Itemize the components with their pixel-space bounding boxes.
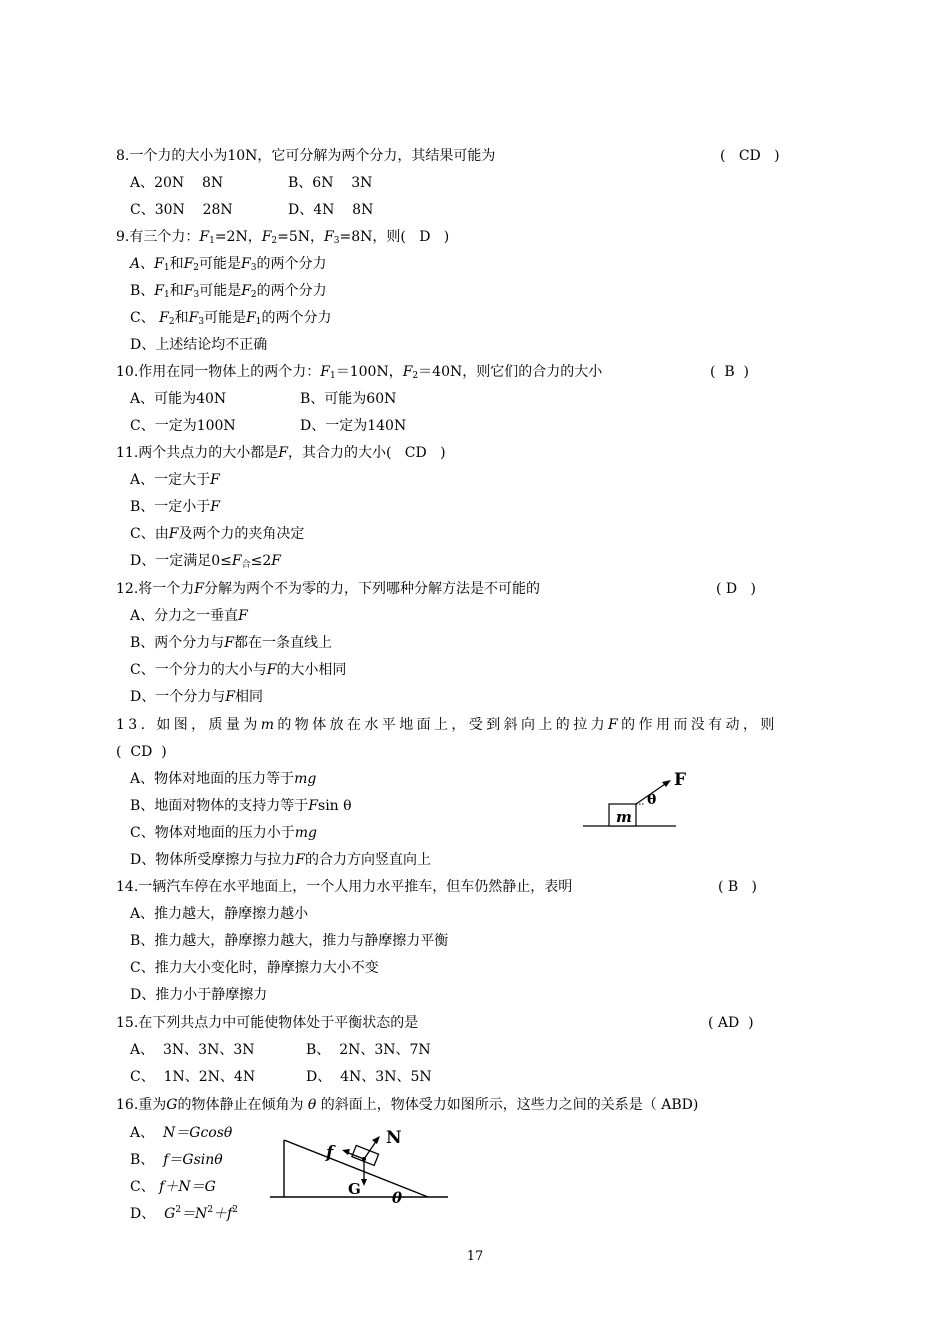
q14-answer: ( B ) [718,879,758,895]
q12-answer: ( D ) [716,581,756,597]
q13-option-c: C、物体对地面的压力小于mg [130,825,317,841]
q13-option-d: D、物体所受摩擦力与拉力F的合力方向竖直向上 [130,852,431,868]
q15-option-a: A、 3N、3N、3N [130,1042,255,1058]
q9-option-a: A、$F_1$和$F_2$可能是$F_3$的两个分力 [130,256,327,273]
q8-option-d: D、4N 8N [288,202,374,218]
q8-stem: 8.一个力的大小为10N，它可分解为两个分力，其结果可能为 [116,148,496,164]
q12-stem: 12.将一个力F分解为两个不为零的力，下列哪种分解方法是不可能的 [116,581,540,597]
q8-option-c: C、30N 28N [130,202,233,218]
q15-option-d: D、 4N、3N、5N [306,1069,432,1085]
gravity-label: G [348,1180,361,1198]
q11-stem: 11.两个共点力的大小都是F，其合力的大小( CD ) [116,445,446,461]
q10-option-a: A、可能为40N [130,391,227,407]
page-number: 17 [466,1249,484,1264]
q8-option-a: A、20N 8N [130,175,224,191]
angle-theta-label: θ [647,792,657,808]
gravity-arrowhead-icon [361,1179,367,1186]
q12-option-a: A、分力之一垂直F [130,608,248,624]
q9-stem: 9.有三个力：$F_1=2N$，$F_2=5N$，$F_3=8N$，则( D ) [116,229,450,246]
q9-option-c: C、 $F_2$和$F_3$可能是$F_1$的两个分力 [130,310,332,327]
q10-answer: ( B ) [710,364,750,380]
q10-option-c: C、一定为100N [130,418,236,434]
q14-option-c: C、推力大小变化时，静摩擦力大小不变 [130,960,379,976]
q14-option-a: A、推力越大，静摩擦力越小 [130,906,309,922]
q10-option-b: B、可能为60N [300,391,397,407]
q8-answer: ( CD ) [720,148,780,164]
q13-stem: 13. 如图，质量为m的物体放在水平地面上，受到斜向上的拉力F的作用而没有动，则 [116,717,778,733]
friction-arrowhead-icon [342,1149,350,1155]
q11-option-a: A、一定大于F [130,472,220,488]
incline-angle-label: θ [392,1189,403,1206]
q10-option-d: D、一定为140N [300,418,407,434]
q16-incline-figure [268,1128,453,1206]
q14-option-b: B、推力越大，静摩擦力越大，推力与静摩擦力平衡 [130,933,449,949]
q15-option-b: B、 2N、3N、7N [306,1042,431,1058]
q13-option-a: A、物体对地面的压力等于mg [130,771,317,787]
block-mass-label: m [616,808,632,826]
force-f-label: F [674,770,687,790]
q15-stem: 15.在下列共点力中可能使物体处于平衡状态的是 [116,1015,419,1031]
q11-option-d: D、一定满足$0\le F_合\le 2F$ [130,553,281,570]
q16-option-b: B、 f＝Gsinθ [130,1152,223,1168]
q13-block-pull-figure [578,768,693,834]
q12-option-d: D、一个分力与F相同 [130,689,263,705]
q13-answer: ( CD ) [116,744,167,760]
friction-label: f [326,1143,334,1163]
q8-option-b: B、6N 3N [288,175,373,191]
q9-option-b: B、$F_1$和$F_3$可能是$F_2$的两个分力 [130,283,327,300]
q14-option-d: D、推力小于静摩擦力 [130,987,268,1003]
normal-arrowhead-icon [372,1136,380,1144]
q15-answer: ( AD ) [708,1015,754,1031]
q16-option-a: A、 N＝Gcosθ [130,1125,233,1141]
q15-option-c: C、 1N、2N、4N [130,1069,256,1085]
q14-stem: 14.一辆汽车停在水平地面上，一个人用力水平推车，但车仍然静止，表明 [116,879,573,895]
q11-option-c: C、由F及两个力的夹角决定 [130,526,305,542]
q12-option-c: C、一个分力的大小与F的大小相同 [130,662,347,678]
q16-option-d: D、 $G^2=N^2+f^2$ [130,1205,238,1222]
q12-option-b: B、两个分力与F都在一条直线上 [130,635,333,651]
q9-option-d: D、上述结论均不正确 [130,337,268,353]
arrowhead-icon [662,780,671,787]
normal-force-label: N [386,1128,402,1148]
q10-stem: 10.作用在同一物体上的两个力：$F_1=100N$，$F_2=40N$，则它们的合力的大小 [116,364,603,381]
q13-option-b: B、地面对物体的支持力等于Fsin θ [130,798,352,814]
q16-option-c: C、 f＋N＝G [130,1179,216,1195]
q16-stem: 16.重为G的物体静止在倾角为 θ 的斜面上，物体受力如图所示，这些力之间的关系是（ ABD) [116,1097,699,1113]
q11-option-b: B、一定小于F [130,499,221,515]
